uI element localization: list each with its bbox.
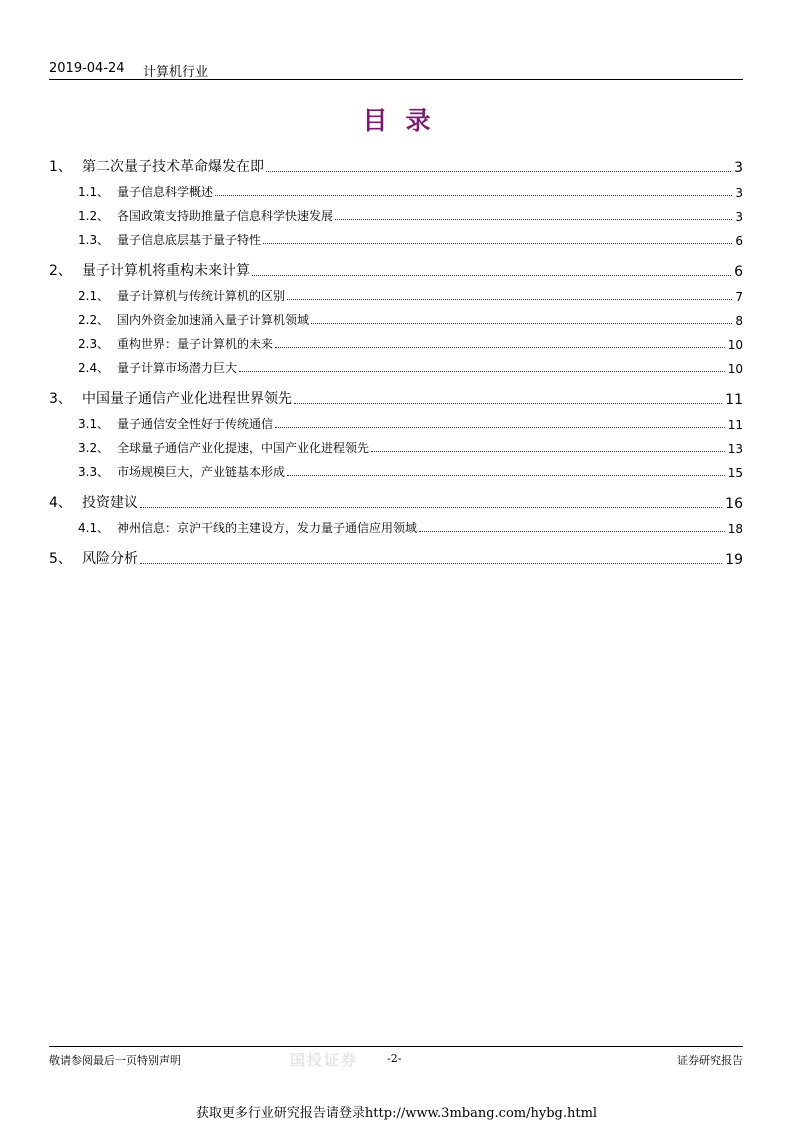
toc-entry-page: 16 bbox=[725, 496, 743, 512]
toc-leader-dots bbox=[275, 427, 725, 428]
toc-entry-label: 中国量子通信产业化进程世界领先 bbox=[82, 391, 292, 407]
toc-entry-number: 1.1、 bbox=[78, 185, 110, 199]
toc-leader-dots bbox=[335, 219, 732, 220]
toc-leader-dots bbox=[311, 323, 732, 324]
toc-leader-dots bbox=[215, 195, 732, 196]
report-type: 证券研究报告 bbox=[677, 1054, 743, 1067]
toc-leader-dots bbox=[263, 243, 732, 244]
toc-entry[interactable] bbox=[49, 432, 743, 456]
toc-leader-dots bbox=[294, 403, 722, 404]
page-header bbox=[49, 60, 743, 80]
toc-entry-label: 国内外资金加速涌入量子计算机领域 bbox=[117, 313, 310, 327]
toc-entry-label: 投资建议 bbox=[82, 495, 138, 511]
toc-entry-page: 3 bbox=[735, 210, 743, 224]
toc-entry-number: 2.2、 bbox=[78, 313, 110, 327]
toc-entry-page: 6 bbox=[734, 264, 743, 280]
watermark: 国投证券 bbox=[290, 1051, 359, 1069]
toc-entry[interactable] bbox=[49, 224, 743, 248]
toc-entry-label: 全球量子通信产业化提速，中国产业化进程领先 bbox=[117, 441, 370, 455]
toc-entry[interactable] bbox=[49, 456, 743, 480]
toc-entry-page: 8 bbox=[735, 314, 743, 328]
table-of-contents bbox=[49, 148, 743, 568]
toc-entry-page: 10 bbox=[727, 362, 743, 376]
toc-entry-label: 各国政策支持助推量子信息科学快速发展 bbox=[117, 209, 334, 223]
toc-entry-number: 1.2、 bbox=[78, 209, 110, 223]
toc-entry[interactable] bbox=[49, 540, 743, 568]
toc-entry-number: 1、 bbox=[49, 159, 72, 175]
source-link-line: 获取更多行业研究报告请登录http://www.3mbang.com/hybg.html bbox=[195, 1106, 598, 1121]
toc-entry-label: 市场规模巨大，产业链基本形成 bbox=[117, 465, 286, 479]
toc-entry-page: 18 bbox=[727, 522, 743, 536]
toc-entry-number: 4、 bbox=[49, 495, 72, 511]
toc-entry-page: 6 bbox=[735, 234, 743, 248]
toc-entry-number: 4.1、 bbox=[78, 521, 110, 535]
toc-entry-label: 量子通信安全性好于传统通信 bbox=[117, 417, 274, 431]
toc-entry-page: 19 bbox=[725, 552, 743, 568]
toc-entry-number: 3.1、 bbox=[78, 417, 110, 431]
toc-entry-label: 量子信息底层基于量子特性 bbox=[117, 233, 262, 247]
toc-entry-number: 2、 bbox=[49, 263, 72, 279]
toc-entry-number: 2.1、 bbox=[78, 289, 110, 303]
toc-entry[interactable] bbox=[49, 352, 743, 376]
industry-name: 计算机行业 bbox=[143, 65, 209, 80]
toc-entry-page: 15 bbox=[727, 466, 743, 480]
toc-entry-number: 1.3、 bbox=[78, 233, 110, 247]
toc-leader-dots bbox=[419, 531, 725, 532]
disclaimer-note: 敬请参阅最后一页特别声明 bbox=[49, 1054, 181, 1067]
toc-entry[interactable] bbox=[49, 252, 743, 280]
toc-entry[interactable] bbox=[49, 148, 743, 176]
toc-leader-dots bbox=[266, 171, 731, 172]
toc-leader-dots bbox=[287, 299, 732, 300]
toc-leader-dots bbox=[275, 347, 725, 348]
toc-leader-dots bbox=[371, 451, 725, 452]
toc-entry-label: 量子信息科学概述 bbox=[117, 185, 214, 199]
toc-entry-number: 3、 bbox=[49, 391, 72, 407]
toc-entry-label: 第二次量子技术革命爆发在即 bbox=[82, 159, 264, 175]
toc-title: 目录 bbox=[362, 106, 449, 135]
toc-entry-label: 神州信息：京沪干线的主建设方，发力量子通信应用领域 bbox=[117, 521, 418, 535]
toc-entry[interactable] bbox=[49, 512, 743, 536]
toc-entry-page: 10 bbox=[727, 338, 743, 352]
toc-entry-label: 量子计算机将重构未来计算 bbox=[82, 263, 250, 279]
toc-entry-page: 11 bbox=[725, 392, 743, 408]
toc-entry[interactable] bbox=[49, 328, 743, 352]
toc-leader-dots bbox=[140, 507, 722, 508]
page-footer bbox=[49, 1046, 743, 1069]
toc-entry[interactable] bbox=[49, 380, 743, 408]
toc-entry-page: 13 bbox=[727, 442, 743, 456]
toc-entry-page: 7 bbox=[735, 290, 743, 304]
toc-entry-number: 2.4、 bbox=[78, 361, 110, 375]
toc-entry[interactable] bbox=[49, 200, 743, 224]
toc-entry-number: 3.3、 bbox=[78, 465, 110, 479]
report-date: 2019-04-24 bbox=[49, 61, 125, 76]
toc-entry-page: 3 bbox=[735, 186, 743, 200]
toc-entry-page: 11 bbox=[727, 418, 743, 432]
toc-entry-label: 量子计算机与传统计算机的区别 bbox=[117, 289, 286, 303]
page-number: -2- bbox=[387, 1052, 402, 1065]
toc-entry-number: 5、 bbox=[49, 551, 72, 567]
toc-entry[interactable] bbox=[49, 176, 743, 200]
toc-entry-label: 量子计算市场潜力巨大 bbox=[117, 361, 238, 375]
toc-entry[interactable] bbox=[49, 408, 743, 432]
toc-entry-number: 3.2、 bbox=[78, 441, 110, 455]
toc-leader-dots bbox=[287, 475, 725, 476]
toc-entry[interactable] bbox=[49, 304, 743, 328]
toc-leader-dots bbox=[140, 563, 722, 564]
toc-leader-dots bbox=[252, 275, 731, 276]
toc-entry[interactable] bbox=[49, 280, 743, 304]
toc-entry-label: 重构世界：量子计算机的未来 bbox=[117, 337, 274, 351]
toc-leader-dots bbox=[239, 371, 725, 372]
toc-entry-number: 2.3、 bbox=[78, 337, 110, 351]
toc-entry-page: 3 bbox=[734, 160, 743, 176]
toc-entry[interactable] bbox=[49, 484, 743, 512]
toc-entry-label: 风险分析 bbox=[82, 551, 138, 567]
